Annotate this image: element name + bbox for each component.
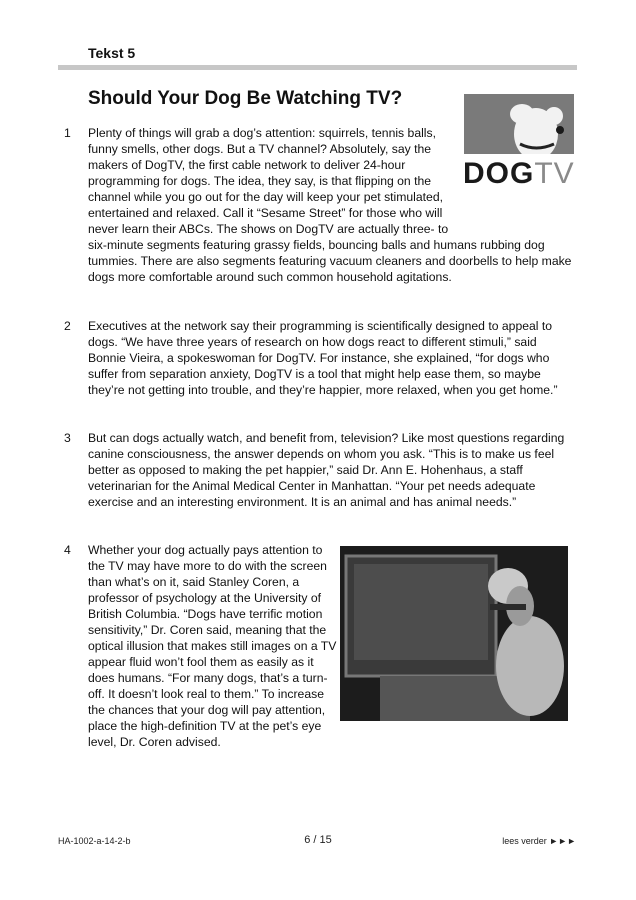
page-number: 6 / 15 [304, 834, 332, 846]
article-title: Should Your Dog Be Watching TV? [88, 88, 403, 109]
header-rule [58, 65, 577, 70]
paragraph-text: Executives at the network say their programming is scientifically designed to appeal to dogs. “We have three years of research on how dogs react to different stimuli,” said Bonnie Vieira, a spokeswoman for DogTV. For instance, she explained, “for dogs who suffer from separation anxiety, DogTV is a tool that might help ease them, so maybe they’re not getting into trouble, and they’re happier, more relaxed, when you get home.” [88, 319, 558, 397]
logo-dog-text: DOG [463, 157, 535, 190]
paragraph-text: Whether your dog actually pays attention to the TV may have more to do with the screen than what’s on it, said Stanley Coren, a professor of psychology at the University of British Columbia. “Dogs have terrific motion sensitivity,” Dr. Coren said, meaning that the optical illusion that makes still images on a TV appear fluid won’t fool them as easily as it does humans. “For many dogs, that’s a turn-off. It doesn’t look real to them.” To increase the chances that your dog will pay attention, place the high-definition TV at the pet’s eye level, Dr. Coren advised. [88, 543, 337, 749]
paragraph-body [88, 542, 574, 750]
paragraph-text: But can dogs actually watch, and benefit from, television? Like most questions regarding canine consciousness, the answer depends on whom you ask. “This is to make us feel better as opposed to making the pet happier,” said Dr. Ann E. Hohenhaus, a staff veterinarian for the Animal Medical Center in Manhattan. “Your pet needs adequate exercise and an interesting environment. It is an animal and has animal needs.” [88, 431, 565, 509]
paragraph-number: 3 [64, 431, 71, 445]
logo-tv-text: TV [534, 157, 575, 190]
paragraph-number: 1 [64, 126, 71, 140]
paragraph-text: Plenty of things will grab a dog’s attention: squirrels, tennis balls, funny smells, other dogs. But a TV channel? Absolutely, say the makers of DogTV, the first cable network to deliver 24-hour programming for dogs. The idea, they say, is that flipping on the channel while you go out for the day will keep your pet stimulated, entertained and relaxed. Call it “Sesame Street” for those who will never learn their ABCs. The shows on DogTV are actually three- to six-minute segments featuring grassy fields, bouncing balls and humans rubbing dog tummies. There are also segments featuring vacuum cleaners and doorbells to help make dogs more comfortable around such common household agitations. [88, 126, 572, 284]
next-page-link[interactable]: lees verder ►►► [502, 836, 576, 846]
paragraph-body [88, 318, 574, 398]
footer-code: HA-1002-a-14-2-b [58, 836, 131, 846]
photo-spacer [339, 542, 574, 720]
logo-spacer [454, 125, 574, 225]
paragraph-number: 4 [64, 543, 71, 557]
paragraph-body [88, 125, 574, 285]
section-label: Tekst 5 [88, 45, 136, 61]
paragraph-number: 2 [64, 319, 71, 333]
paragraph-body [88, 430, 574, 510]
